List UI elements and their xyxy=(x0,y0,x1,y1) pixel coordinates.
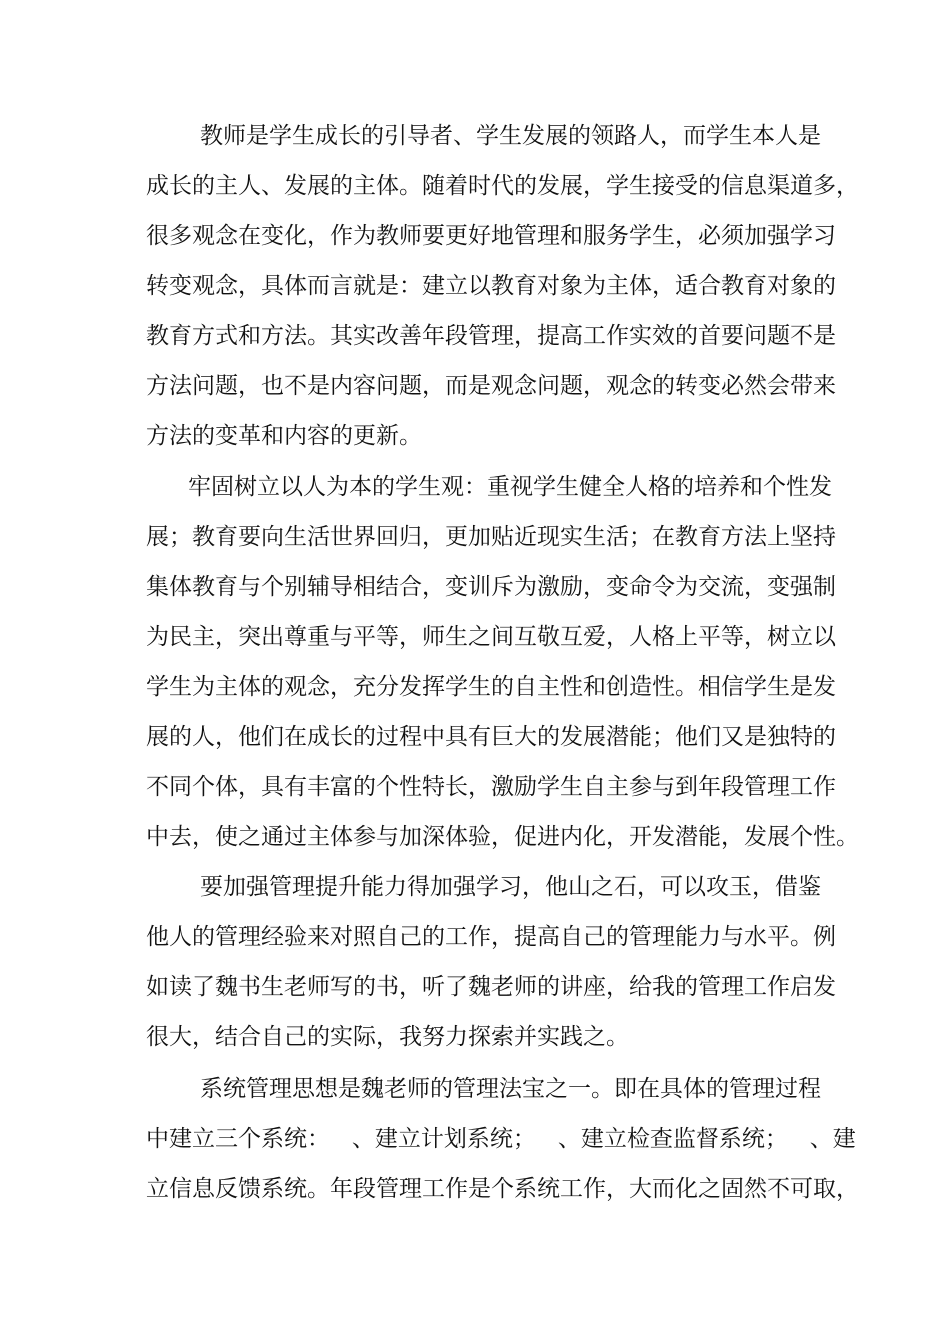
paragraph-2-line-6: 展的人，他们在成长的过程中具有巨大的发展潜能；他们又是独特的 xyxy=(146,724,836,750)
paragraph-1-line-3: 很多观念在变化，作为教师要更好地管理和服务学生，必须加强学习 xyxy=(146,223,836,249)
paragraph-3-line-2: 他人的管理经验来对照自己的工作，提高自己的管理能力与水平。例 xyxy=(146,924,836,950)
paragraph-1-line-4: 转变观念，具体而言就是：建立以教育对象为主体，适合教育对象的 xyxy=(146,273,836,299)
paragraph-4-line-2: 中建立三个系统： 、建立计划系统； 、建立检查监督系统； 、建 xyxy=(146,1126,856,1152)
paragraph-1-line-7: 方法的变革和内容的更新。 xyxy=(146,423,422,449)
paragraph-2-line-7: 不同个体，具有丰富的个性特长，激励学生自主参与到年段管理工作 xyxy=(146,774,836,800)
paragraph-2-line-5: 学生为主体的观念，充分发挥学生的自主性和创造性。相信学生是发 xyxy=(146,674,836,700)
paragraph-1-line-6: 方法问题，也不是内容问题，而是观念问题，观念的转变必然会带来 xyxy=(146,373,836,399)
paragraph-3-line-4: 很大，结合自己的实际，我努力探索并实践之。 xyxy=(146,1024,629,1050)
paragraph-2-line-1: 牢固树立以人为本的学生观：重视学生健全人格的培养和个性发 xyxy=(188,474,832,500)
paragraph-1-line-5: 教育方式和方法。其实改善年段管理，提高工作实效的首要问题不是 xyxy=(146,323,836,349)
paragraph-4-line-3: 立信息反馈系统。年段管理工作是个系统工作，大而化之固然不可取， xyxy=(146,1176,859,1202)
paragraph-1-line-2: 成长的主人、发展的主体。随着时代的发展，学生接受的信息渠道多， xyxy=(146,173,859,199)
paragraph-2-line-4: 为民主，突出尊重与平等，师生之间互敬互爱，人格上平等，树立以 xyxy=(146,624,836,650)
paragraph-3-line-3: 如读了魏书生老师写的书，听了魏老师的讲座，给我的管理工作启发 xyxy=(146,974,836,1000)
paragraph-3-line-1: 要加强管理提升能力得加强学习，他山之石，可以攻玉，借鉴 xyxy=(200,874,821,900)
paragraph-2-line-3: 集体教育与个别辅导相结合，变训斥为激励，变命令为交流，变强制 xyxy=(146,574,836,600)
paragraph-2-line-2: 展；教育要向生活世界回归，更加贴近现实生活；在教育方法上坚持 xyxy=(146,524,836,550)
paragraph-2-line-8: 中去，使之通过主体参与加深体验，促进内化，开发潜能，发展个性。 xyxy=(146,824,859,850)
paragraph-4-line-1: 系统管理思想是魏老师的管理法宝之一。即在具体的管理过程 xyxy=(200,1076,821,1102)
paragraph-1-line-1: 教师是学生成长的引导者、学生发展的领路人，而学生本人是 xyxy=(200,123,821,149)
